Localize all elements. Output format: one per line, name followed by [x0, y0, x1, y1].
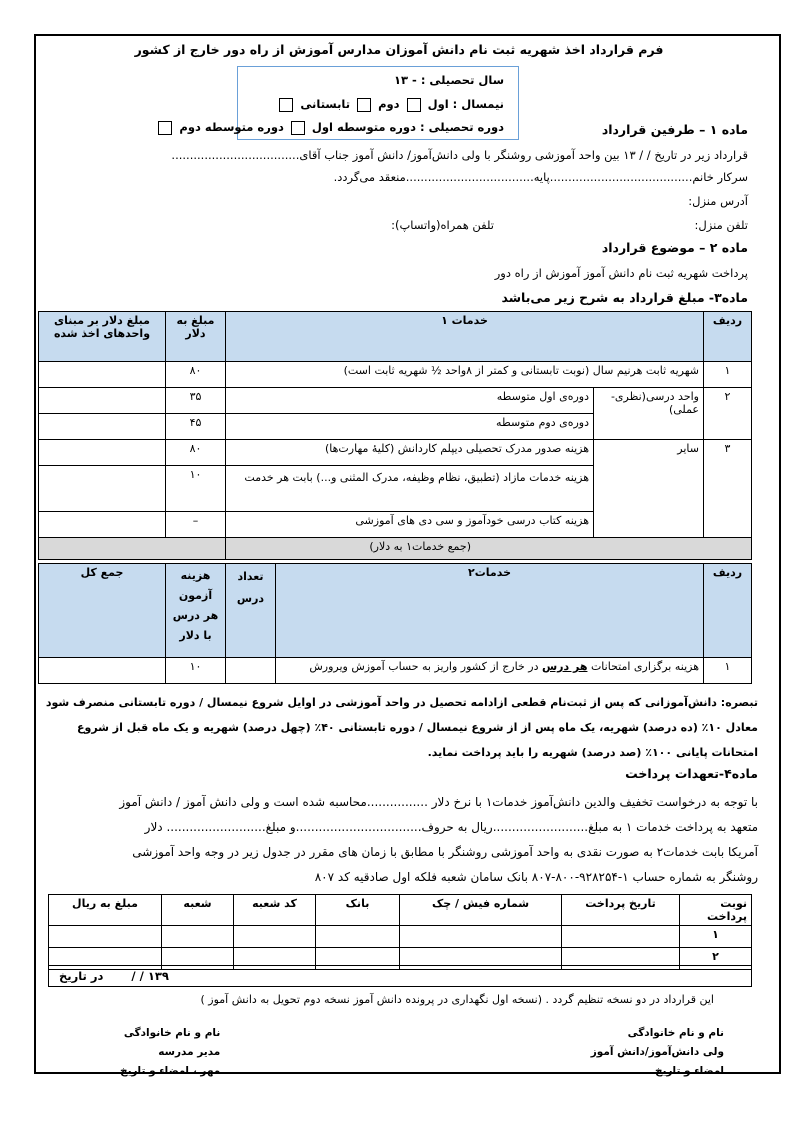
payment-table — [48, 894, 752, 970]
table-row — [49, 926, 752, 948]
installment-number: ۱ — [680, 926, 752, 948]
branch-cell[interactable] — [162, 926, 234, 948]
col-services2-header: خدمات۲ — [276, 564, 704, 658]
period-second-checkbox[interactable] — [158, 121, 172, 135]
row-amount: ۸۰ — [166, 440, 226, 466]
branch-code-cell[interactable] — [234, 926, 316, 948]
article2-text: پرداخت شهریه ثبت نام دانش آموز آموزش از راه دور — [494, 266, 748, 280]
pay-date-cell[interactable] — [562, 926, 680, 948]
article4-line2: متعهد به پرداخت خدمات ۱ به مبلغ.........................ریال به حروف.................................و مبلغ.......................... دلار — [144, 820, 758, 834]
col-receipt-header: شماره فیش / چک — [400, 895, 562, 926]
semester-second-checkbox[interactable] — [357, 98, 371, 112]
services1-table — [38, 311, 752, 560]
row-amount: ۴۵ — [166, 414, 226, 440]
row-desc-emphasis: هر درس — [541, 660, 588, 673]
period-label: دوره تحصیلی : دوره متوسطه اول — [311, 120, 504, 134]
col-amount-rial-header: مبلغ به ریال — [49, 895, 162, 926]
services1-sum-label: (جمع خدمات۱ به دلار) — [226, 538, 752, 560]
col-pay-date-header: تاریخ پرداخت — [562, 895, 680, 926]
row-number: ۳ — [704, 440, 752, 538]
row-dollar-cell[interactable] — [39, 440, 166, 466]
sig-name-label: نام و نام خانوادگی — [123, 1027, 221, 1039]
row-dollar-cell[interactable] — [39, 362, 166, 388]
row-desc-part: در خارج از کشور واریز به حساب آموزش ویرورش — [309, 660, 542, 673]
date-row — [59, 969, 169, 983]
bank-cell[interactable] — [316, 926, 400, 948]
semester-second-label: دوم — [378, 97, 400, 111]
semester-label: نیمسال : اول — [427, 97, 504, 111]
services2-table — [38, 563, 752, 684]
academic-info-box — [179, 66, 519, 140]
semester-row — [276, 97, 504, 112]
receipt-cell[interactable] — [400, 926, 562, 948]
semester-first-checkbox[interactable] — [407, 98, 421, 112]
row-dollar-cell[interactable] — [39, 466, 166, 512]
row-number: ۱ — [704, 658, 752, 684]
period-second-label: دوره متوسطه دوم — [179, 120, 284, 134]
sig-sign-label: مهر ، امضاء و تاریخ — [120, 1065, 221, 1077]
article3-heading: ماده۳- مبلغ قرارداد به شرح زیر می‌باشد — [501, 290, 748, 305]
row-amount: – — [166, 512, 226, 538]
home-phone-label: تلفن منزل: — [694, 218, 748, 232]
copies-note: این قرارداد در دو نسخه تنظیم گردد . (نسخه اول نگهداری در پرونده دانش آموز نسخه دوم تحویل به دانش آموز ) — [200, 993, 714, 1006]
article1-line1: قرارداد زیر در تاریخ / / ۱۳ بین واحد آموزشی روشنگر با ولی دانش‌آموز/ دانش آموز جناب آقای................................... — [171, 148, 748, 162]
col-services1-header: خدمات ۱ — [226, 312, 704, 362]
article4-line4: روشنگر به شماره حساب ۱-۹۲۸۲۵۴-۸۰۰-۸۰۷ بانک سامان شعبه فلکه اول صادقیه کد ۸۰۷ — [314, 870, 758, 884]
row-desc-part: هزینه برگزاری امتحانات — [587, 660, 699, 673]
table-row — [39, 440, 752, 466]
mobile-label: تلفن همراه(واتساپ): — [391, 218, 494, 232]
col-amount-header: مبلغ به دلار — [166, 312, 226, 362]
table-row — [39, 362, 752, 388]
row-description: هزینه کتاب درسی خودآموز و سی دی های آموزشی — [226, 512, 594, 538]
row-category: واحد درسی(نظری-عملی) — [594, 388, 704, 440]
col-bank-header: بانک — [316, 895, 400, 926]
sig-role-label: مدیر مدرسه — [158, 1046, 221, 1058]
article4-line1: با توجه به درخواست تخفیف والدین دانش‌آموز خدمات۱ با نرخ دلار ................محاسبه شده است و ولی دانش آموز / دانش آموز — [119, 795, 758, 809]
row-amount: ۱۰ — [166, 658, 226, 684]
table-row — [39, 388, 752, 414]
document-title: فرم قرارداد اخذ شهریه ثبت نام دانش آموزان مدارس آموزش از راه دور خارج از کشور — [134, 42, 664, 57]
address-label: آدرس منزل: — [688, 194, 748, 208]
semester-summer-checkbox[interactable] — [279, 98, 293, 112]
date-bar — [48, 965, 752, 987]
col-branch-code-header: کد شعبه — [234, 895, 316, 926]
col-branch-header: شعبه — [162, 895, 234, 926]
note-text: دانش‌آموزانی که پس از ثبت‌نام قطعی ازادامه تحصیل در واحد آموزشی در اوایل شروع نیمسال / دوره تابستانی منصرف شود معادل ۱۰٪ (ده درصد) شهریه، یک ماه پس از از شروع نیمسال / دوره تابستانی ۴۰٪ (چهل درصد) شهریه و یک ماه قبل از شروع امتحانات پایانی ۱۰۰٪ (صد درصد) شهریه را باید پرداخت نماید. — [45, 696, 758, 759]
col-exam-cost-header: هزینه آزمون هر درس با دلار — [166, 564, 226, 658]
date-label: در تاریخ — [59, 969, 104, 983]
row-amount: ۱۰ — [166, 466, 226, 512]
row-dollar-cell[interactable] — [39, 388, 166, 414]
note-block — [38, 690, 758, 765]
table-row — [39, 658, 752, 684]
row-dollar-cell[interactable] — [39, 414, 166, 440]
academic-year: سال تحصیلی : - ۱۳ — [394, 73, 504, 87]
row-amount: ۳۵ — [166, 388, 226, 414]
row-description: دوره‌ی اول متوسطه — [226, 388, 594, 414]
row-dollar-cell[interactable] — [39, 512, 166, 538]
period-row — [155, 120, 504, 135]
amount-cell[interactable] — [49, 926, 162, 948]
semester-summer-label: تابستانی — [300, 97, 351, 111]
article1-heading: ماده ۱ – طرفین قرارداد — [601, 122, 748, 137]
article4-heading: ماده۴-تعهدات پرداخت — [625, 766, 758, 781]
col-total-header: جمع کل — [39, 564, 166, 658]
col-row-header: ردیف — [704, 312, 752, 362]
row-description: هزینه صدور مدرک تحصیلی دیپلم کاردانش (کلیهٔ مهارت‌ها) — [226, 440, 594, 466]
note-label: تبصره: — [720, 696, 758, 709]
article4-line3: آمریکا بابت خدمات۲ به صورت نقدی به واحد آموزشی روشنگر با مطابق با زمان های مقرر در جدول زیر در وجه واحد آموزشی — [132, 845, 758, 859]
row-category: سایر — [594, 440, 704, 538]
period-first-checkbox[interactable] — [291, 121, 305, 135]
col-installment-header: نوبت پرداخت — [680, 895, 752, 926]
row-description: هزینه خدمات مازاد (تطبیق، نظام وظیفه، مدرک المثنی و...) بابت هر خدمت — [226, 466, 594, 512]
sig-sign-label: امضاء و تاریخ — [654, 1065, 724, 1077]
row-description: شهریه ثابت هرنیم سال (نوبت تابستانی و کمتر از ۸واحد ½ شهریه ثابت است) — [226, 362, 704, 388]
article1-line2: سرکار خانم.......................................پایه...................................منعقد می‌گردد. — [333, 170, 748, 184]
signature-principal — [120, 1024, 220, 1081]
row-number: ۱ — [704, 362, 752, 388]
date-value: ۱۳۹ / / — [131, 969, 169, 983]
sig-role-label: ولی دانش‌آموز/دانش آموز — [590, 1046, 724, 1058]
article2-heading: ماده ۲ – موضوع قرارداد — [601, 240, 748, 255]
row-amount: ۸۰ — [166, 362, 226, 388]
signature-parent — [591, 1024, 724, 1081]
row-number: ۲ — [704, 388, 752, 440]
row-total-cell[interactable] — [39, 658, 166, 684]
row-description: دوره‌ی دوم متوسطه — [226, 414, 594, 440]
col-dollar-basis-header: مبلغ دلار بر مبنای واحدهای اخذ شده — [39, 312, 166, 362]
row-count-cell[interactable] — [226, 658, 276, 684]
col-count-header: تعداد درس — [226, 564, 276, 658]
installment-number: ۲ — [680, 948, 752, 970]
services1-sum-value[interactable] — [39, 538, 226, 560]
row-description — [276, 658, 704, 684]
col-row-header: ردیف — [704, 564, 752, 658]
sig-name-label: نام و نام خانوادگی — [627, 1027, 724, 1039]
